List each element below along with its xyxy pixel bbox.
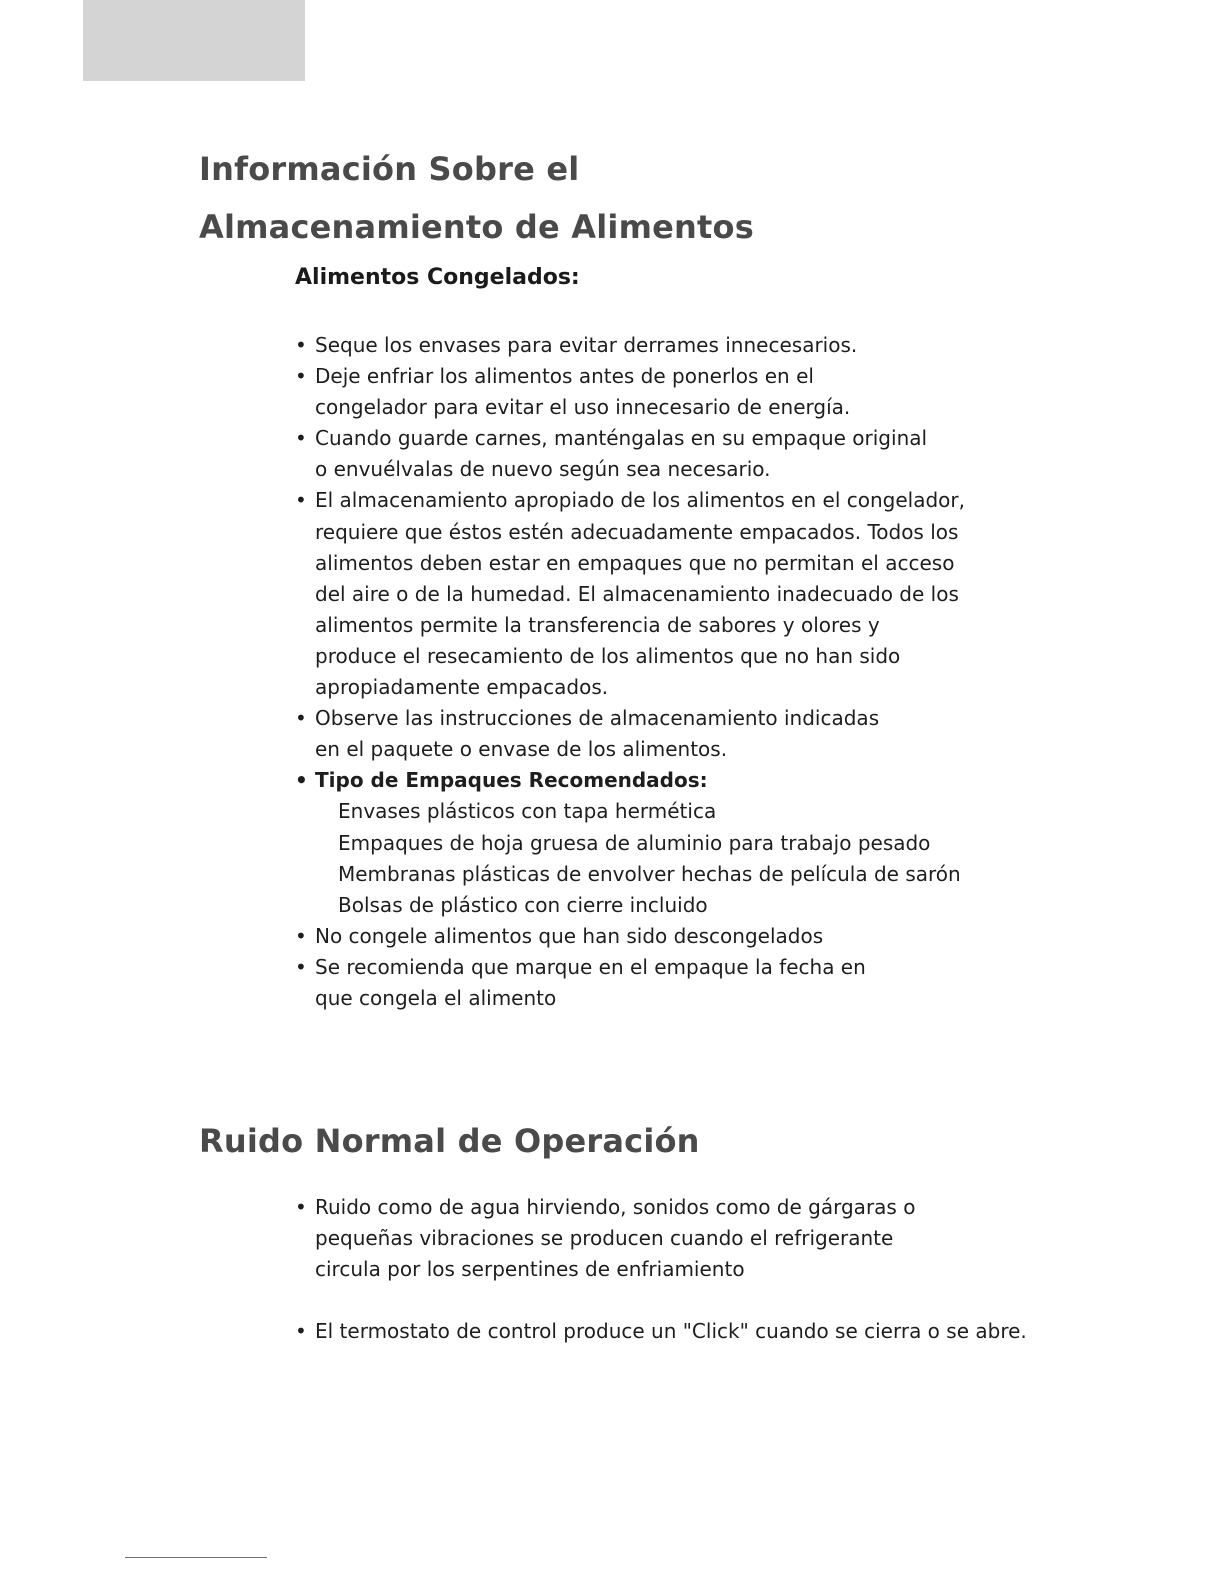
item-text: circula por los serpentines de enfriamiento (315, 1257, 745, 1282)
item-text: requiere que éstos estén adecuadamente empacados. Todos los (315, 519, 959, 544)
bullet-glyph: • (295, 488, 307, 513)
list-item (295, 1192, 1035, 1285)
item-text: en el paquete o envase de los alimentos. (315, 737, 728, 762)
item-text: apropiadamente empacados. (315, 675, 609, 700)
section-title-noise: Ruido Normal de Operación (199, 1122, 700, 1160)
packaging-heading: Tipo de Empaques Recomendados: (315, 768, 708, 793)
list-item-packaging (295, 765, 1035, 920)
bullet-glyph: • (295, 1319, 307, 1343)
item-text: alimentos deben estar en empaques que no permitan el acceso (315, 550, 955, 575)
bullet-glyph: • (295, 706, 307, 731)
list-item (295, 330, 1035, 361)
item-text: pequeñas vibraciones se producen cuando el refrigerante (315, 1226, 894, 1251)
item-text: Cuando guarde carnes, manténgalas en su empaque original (315, 426, 928, 451)
section-title-storage-line2: Almacenamiento de Alimentos (199, 208, 754, 246)
item-text: alimentos permite la transferencia de sabores y olores y (315, 612, 880, 637)
item-text: o envuélvalas de nuevo según sea necesario. (315, 457, 771, 482)
item-text: del aire o de la humedad. El almacenamiento inadecuado de los (315, 581, 959, 606)
bullet-glyph: • (295, 426, 307, 451)
packaging-option: Envases plásticos con tapa hermética (338, 799, 717, 824)
item-text: No congele alimentos que han sido descongelados (315, 923, 824, 948)
list-item (295, 361, 1035, 423)
bullet-glyph: • (295, 1195, 307, 1219)
list-item (295, 952, 1035, 1014)
frozen-food-list (295, 330, 1035, 1014)
item-text: produce el resecamiento de los alimentos que no han sido (315, 643, 901, 668)
packaging-option: Empaques de hoja gruesa de aluminio para trabajo pesado (338, 830, 931, 855)
item-text: Se recomienda que marque en el empaque la fecha en (315, 954, 866, 979)
footer-rule (125, 1557, 267, 1558)
item-text: Deje enfriar los alimentos antes de ponerlos en el (315, 364, 814, 389)
bullet-glyph: • (295, 954, 307, 979)
item-text: Ruido como de agua hirviendo, sonidos como de gárgaras o (315, 1195, 916, 1219)
packaging-option: Membranas plásticas de envolver hechas de película de sarón (338, 861, 961, 886)
noise-list (295, 1192, 1035, 1285)
list-item (295, 485, 1035, 703)
item-text: Seque los envases para evitar derrames innecesarios. (315, 333, 858, 357)
list-item (295, 1316, 1035, 1347)
bullet-glyph: • (295, 333, 307, 357)
section-title-storage-line1: Información Sobre el (199, 150, 580, 188)
item-text: congelador para evitar el uso innecesario de energía. (315, 395, 851, 420)
list-item (295, 423, 1035, 485)
bullet-glyph: • (295, 923, 307, 948)
packaging-option: Bolsas de plástico con cierre incluido (338, 892, 708, 917)
item-text: El termostato de control produce un "Click" cuando se cierra o se abre. (315, 1319, 1027, 1343)
subheading-frozen-foods: Alimentos Congelados: (295, 265, 580, 290)
bullet-glyph: • (295, 768, 308, 793)
page-corner-tab (83, 0, 305, 81)
item-text: El almacenamiento apropiado de los alimentos en el congelador, (315, 488, 965, 513)
list-item (295, 703, 1035, 765)
bullet-glyph: • (295, 364, 307, 389)
item-text: Observe las instrucciones de almacenamiento indicadas (315, 706, 880, 731)
noise-list-2 (295, 1316, 1035, 1347)
item-text: que congela el alimento (315, 985, 557, 1010)
list-item (295, 921, 1035, 952)
